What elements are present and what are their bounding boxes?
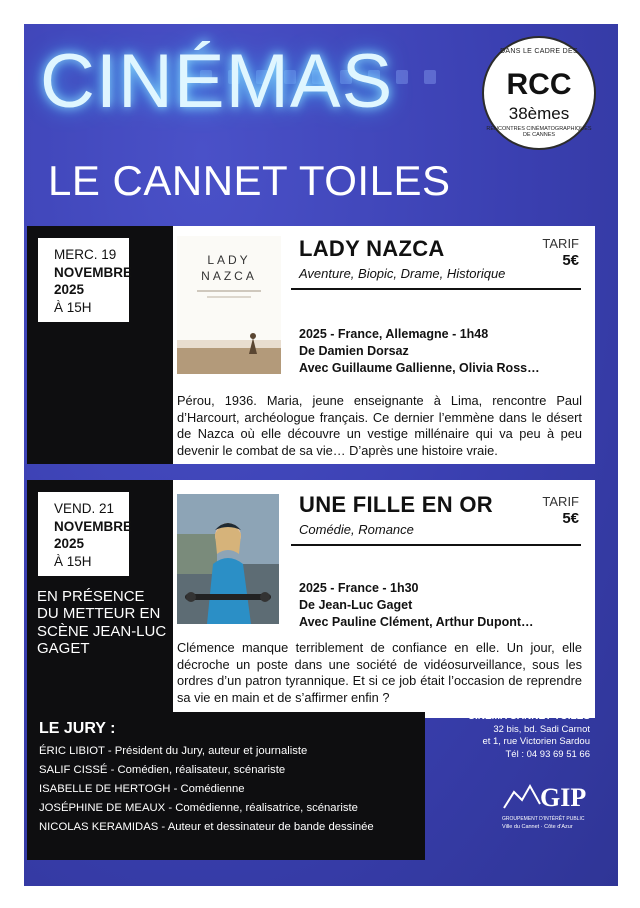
badge-edition: 38èmes — [508, 104, 570, 123]
venue-address-2: et 1, rue Victorien Sardou — [482, 736, 590, 748]
gip-logo-name: GIP — [540, 783, 587, 812]
jury-member: SALIF CISSÉ - Comédien, réalisateur, scénariste — [39, 764, 286, 776]
tarif-price: 5€ — [562, 509, 579, 527]
date-panel — [27, 480, 173, 718]
poster-word-lady: LADY — [207, 253, 251, 267]
title-divider — [291, 288, 581, 290]
gip-logo-city: Ville du Cannet · Côte d'Azur — [502, 824, 573, 830]
film-year-country-duration: 2025 - France - 1h30 — [299, 581, 419, 595]
film-director: De Damien Dorsaz — [299, 343, 409, 358]
date-time: À 15H — [54, 553, 92, 569]
date-year: 2025 — [54, 536, 85, 552]
film-poster-lady-nazca — [177, 236, 281, 374]
film-card-lady-nazca — [27, 226, 595, 464]
page-title: CINÉMAS — [40, 39, 394, 124]
film-cast: Avec Guillaume Gallienne, Olivia Ross… — [299, 360, 540, 375]
film-genre: Aventure, Biopic, Drame, Historique — [299, 266, 506, 281]
date-time: À 15H — [54, 299, 92, 315]
venue-name: CINÉMA CANNET TOILES — [467, 711, 590, 722]
tarif-price: 5€ — [562, 251, 579, 269]
date-box — [38, 492, 133, 576]
film-synopsis: Clémence manque terriblement de confiance en elle. Un jour, elle décroche un poste dans une société de vidéosurveillance, sous les ordres d’un patron tyrannique. Et si ce job était l’occasion de reprendre sa vie en main et de s’affirmer enfin ? — [177, 640, 582, 705]
venue-address-1: 32 bis, bd. Sadi Carnot — [493, 723, 590, 735]
poster-word-nazca: NAZCA — [201, 269, 257, 283]
jury-list — [39, 742, 374, 837]
rcc-badge — [482, 36, 596, 150]
badge-bottom-text: RENCONTRES CINÉMATOGRAPHIQUES DE CANNES — [486, 126, 592, 138]
date-box — [38, 238, 133, 322]
film-still-une-fille-en-or — [177, 494, 279, 624]
film-card-une-fille-en-or — [27, 480, 595, 718]
venue-phone: Tél : 04 93 69 51 66 — [505, 749, 590, 761]
jury-panel — [27, 712, 425, 860]
film-director: De Jean-Luc Gaget — [299, 597, 413, 612]
date-day: MERC. 19 — [54, 247, 117, 262]
page-subtitle: LE CANNET TOILES — [48, 157, 451, 204]
gip-logo — [500, 770, 594, 830]
date-panel — [27, 226, 173, 464]
film-cast: Avec Pauline Clément, Arthur Dupont… — [299, 614, 534, 629]
film-meta — [299, 580, 534, 631]
badge-name: RCC — [506, 68, 572, 101]
jury-member: NICOLAS KERAMIDAS - Auteur et dessinateur de bande dessinée — [39, 821, 374, 833]
title-divider — [291, 544, 581, 546]
film-synopsis: Pérou, 1936. Maria, jeune enseignante à Lima, rencontre Paul d’Harcourt, archéologue français. Ce dernier l’emmène dans le désert de Nazca où elle découvre un vestige millénaire qui va peu à peu devenir le combat de sa vie… D’après une histoire vraie. — [177, 393, 582, 458]
jury-heading: LE JURY : — [39, 720, 116, 737]
film-meta — [299, 326, 540, 377]
tarif-block — [542, 236, 579, 270]
tarif-block — [542, 494, 579, 528]
film-year-country-duration: 2025 - France, Allemagne - 1h48 — [299, 327, 489, 341]
film-title: LADY NAZCA — [299, 236, 445, 261]
tarif-label: TARIF — [542, 236, 579, 251]
jury-member: JOSÉPHINE DE MEAUX - Comédienne, réalisatrice, scénariste — [39, 802, 358, 814]
badge-top-text: DANS LE CADRE DES — [500, 48, 578, 55]
tarif-label: TARIF — [542, 494, 579, 509]
film-title: UNE FILLE EN OR — [299, 492, 493, 517]
date-day: VEND. 21 — [54, 501, 115, 516]
film-genre: Comédie, Romance — [299, 522, 414, 537]
venue-info — [430, 710, 590, 762]
director-presence-note: EN PRÉSENCE DU METTEUR EN SCÈNE JEAN-LUC GAGET — [37, 588, 167, 657]
jury-member: ÉRIC LIBIOT - Président du Jury, auteur et journaliste — [39, 745, 308, 757]
date-month: NOVEMBRE — [54, 518, 133, 534]
date-year: 2025 — [54, 282, 85, 298]
jury-member: ISABELLE DE HERTOGH - Comédienne — [39, 783, 245, 795]
gip-logo-tagline: GROUPEMENT D'INTÉRÊT PUBLIC — [502, 816, 585, 822]
date-month: NOVEMBRE — [54, 264, 133, 280]
